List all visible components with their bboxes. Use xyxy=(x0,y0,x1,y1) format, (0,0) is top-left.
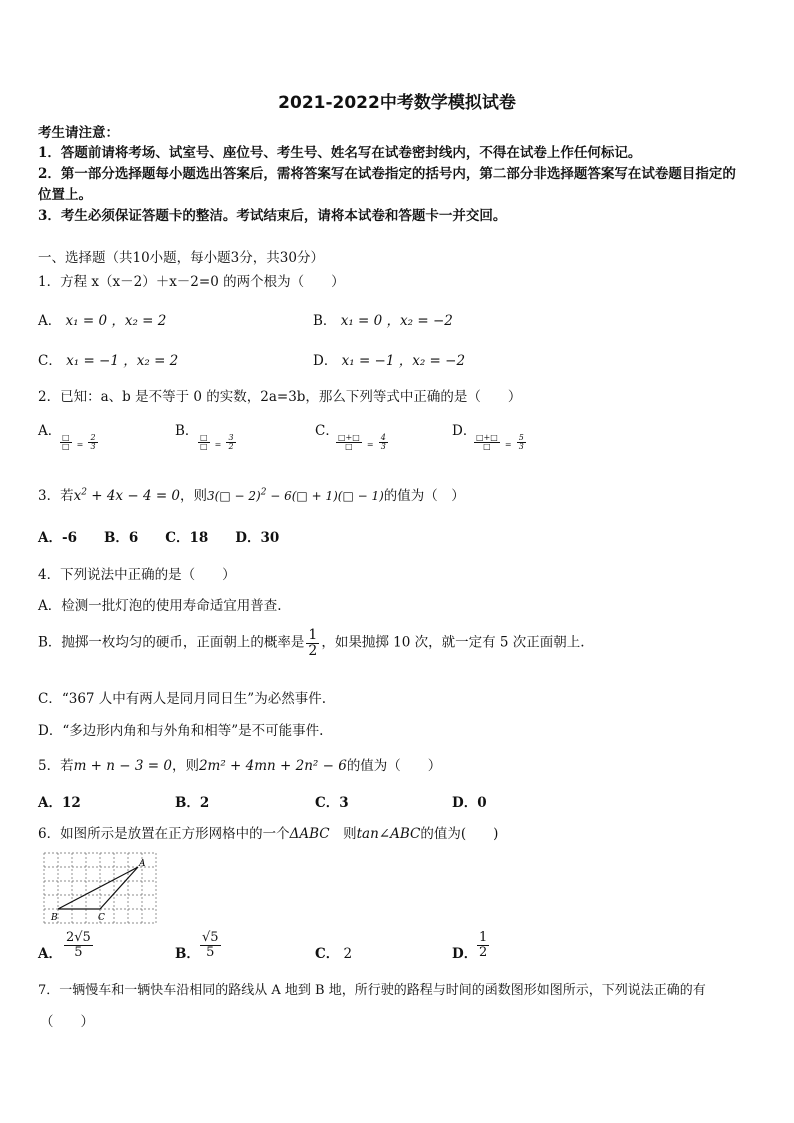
triangle-abc xyxy=(58,867,138,909)
q1-option-a xyxy=(38,309,166,329)
question-6-stem: 6．如图所示是放置在正方形网格中的一个ΔABC 则tan∠ABC的值为( ) xyxy=(38,826,499,842)
q4-option-a: A．检测一批灯泡的使用寿命适宜用普查. xyxy=(38,598,282,614)
question-3-stem: 3．若$x^2 + 4x - 4 = 0$，则3(□ − 2)$^2$ − 6(□ + 1)(□ − 1)的值为（ ） xyxy=(38,487,465,504)
option-value: x₁ = 0 ，x₂ = −2 xyxy=(340,313,453,329)
q4-option-b: B．抛掷一枚均匀的硬币，正面朝上的概率是 $\frac{1}{2}$ ，如果抛掷 10 次，就一定有 5 次正面朝上. xyxy=(38,627,585,659)
q2-option-d: $\frac{□+□}{□}$ = $\frac{5}{3}$ xyxy=(476,432,524,451)
question-4-stem: 4．下列说法中正确的是（ ） xyxy=(38,567,236,583)
q6-option-d: D． xyxy=(452,946,478,962)
notice-item: 2．第一部分选择题每小题选出答案后，需将答案写在试卷指定的括号内，第二部分非选择题答案写在试卷题目指定的 xyxy=(38,166,736,182)
q5-option-a: A．12 xyxy=(38,795,81,811)
option-value: x₁ = 0 ，x₂ = 2 xyxy=(65,313,167,329)
q6-option-d-value: $\frac{1}{2}$ xyxy=(479,930,488,960)
vertex-label: C xyxy=(98,913,105,923)
option-value: x₁ = −1 ，x₂ = −2 xyxy=(341,353,466,369)
vertex-label: A xyxy=(139,859,146,869)
option-label: A． xyxy=(38,313,62,329)
q5-option-c: C．3 xyxy=(315,795,349,811)
triangle-grid-figure xyxy=(42,852,158,924)
section-heading: 一、选择题（共10小题，每小题3分，共30分） xyxy=(38,250,324,266)
q2-option-d-label: D． xyxy=(452,423,477,439)
option-label: C． xyxy=(38,353,62,369)
question-1-stem: 1．方程 x（x－2）＋x－2=0 的两个根为（ ） xyxy=(38,274,345,290)
q2-option-a: $\frac{□}{□}$ = $\frac{2}{3}$ xyxy=(62,432,96,451)
q1-option-b xyxy=(313,309,453,329)
q2-option-b-label: B． xyxy=(175,423,199,439)
q6-option-a-value: $\frac{2√5}{5}$ xyxy=(66,930,91,960)
option-value: x₁ = −1 ，x₂ = 2 xyxy=(66,353,179,369)
page-title: 2021-2022中考数学模拟试卷 xyxy=(278,93,516,113)
notice-heading: 考生请注意： xyxy=(38,125,119,141)
q2-option-c-label: C． xyxy=(315,423,339,439)
question-2-stem: 2．已知：a、b 是不等于 0 的实数，2a=3b，那么下列等式中正确的是（ ） xyxy=(38,389,522,405)
question-7-stem-cont: （ ） xyxy=(40,1014,94,1030)
q1-option-c xyxy=(38,349,178,369)
q6-option-b: B． xyxy=(175,946,200,962)
q2-option-c: $\frac{□+□}{□}$ = $\frac{4}{3}$ xyxy=(338,432,386,451)
q6-option-a: A． xyxy=(38,946,62,962)
q5-option-b: B．2 xyxy=(175,795,210,811)
notice-item: 位置上。 xyxy=(38,187,92,203)
notice-item: 1．答题前请将考场、试室号、座位号、考生号、姓名写在试卷密封线内，不得在试卷上作任何标记。 xyxy=(38,145,642,161)
q5-option-d: D．0 xyxy=(452,795,487,811)
q3-options: A．-6 B．6 C．18 D．30 xyxy=(38,530,280,546)
option-label: B． xyxy=(313,313,337,329)
question-5-stem: 5．若m + n − 3 = 0，则2m² + 4mn + 2n² − 6的值为（ ） xyxy=(38,758,442,774)
q6-option-c: C． 2 xyxy=(315,946,353,962)
q2-option-b: $\frac{□}{□}$ = $\frac{3}{2}$ xyxy=(200,432,234,451)
q6-option-b-value: $\frac{√5}{5}$ xyxy=(202,930,219,960)
q4-option-d: D．“多边形内角和与外角和相等”是不可能事件. xyxy=(38,723,324,739)
q4-option-c: C．“367 人中有两人是同月同日生”为必然事件. xyxy=(38,691,326,707)
q2-option-a-label: A． xyxy=(38,423,62,439)
option-label: D． xyxy=(313,353,338,369)
question-7-stem: 7．一辆慢车和一辆快车沿相同的路线从 A 地到 B 地，所行驶的路程与时间的函数图形如图所示，下列说法正确的有 xyxy=(38,983,706,998)
q1-option-d xyxy=(313,349,465,369)
vertex-label: B xyxy=(51,913,58,923)
notice-item: 3．考生必须保证答题卡的整洁。考试结束后，请将本试卷和答题卡一并交回。 xyxy=(38,208,507,224)
